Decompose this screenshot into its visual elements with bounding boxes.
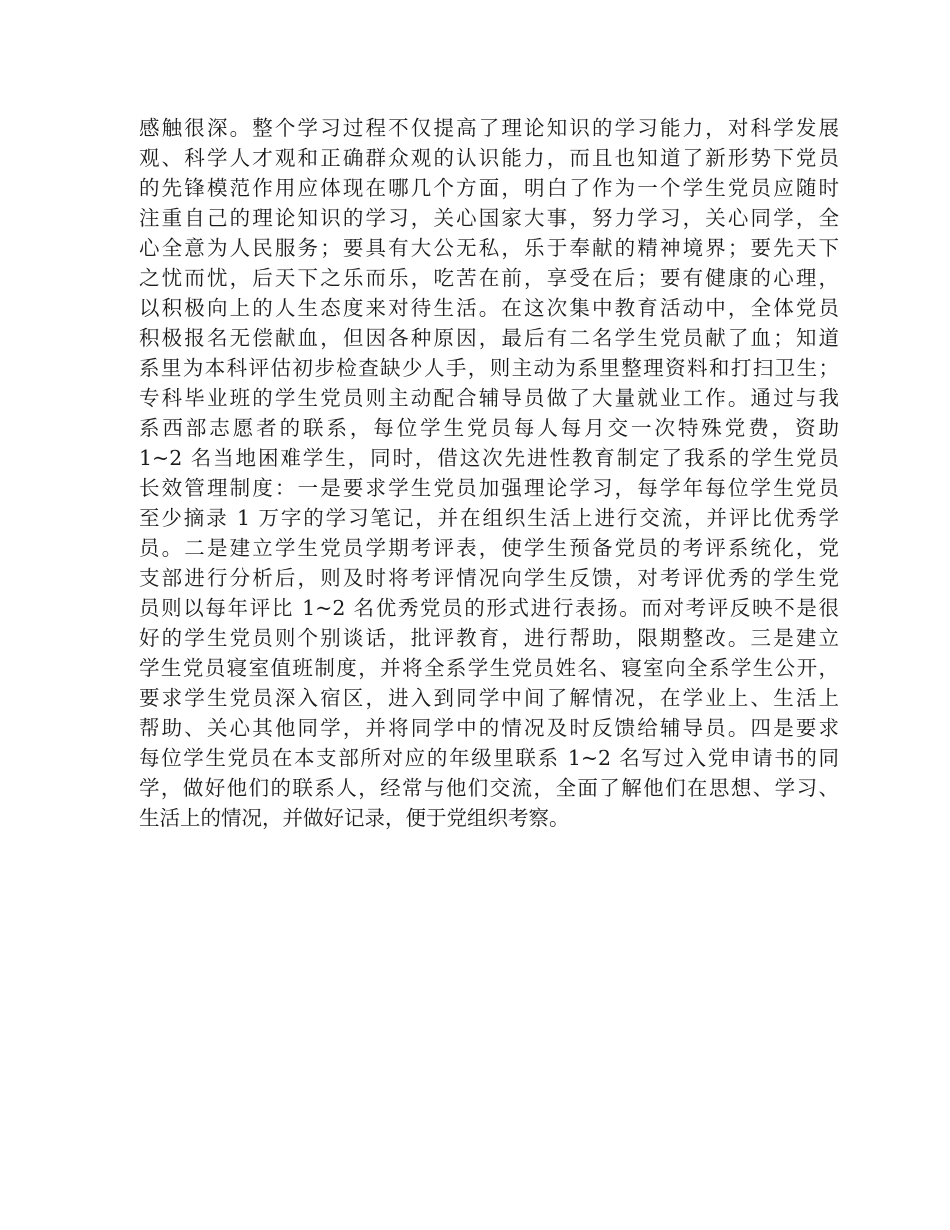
paragraph-line: 专科毕业班的学生党员则主动配合辅导员做了大量就业工作。通过与我	[139, 386, 839, 410]
paragraph-line: 的先锋模范作用应体现在哪几个方面，明白了作为一个学生党员应随时	[139, 176, 839, 200]
paragraph-last-line: 生活上的情况，并做好记录，便于党组织考察。	[139, 806, 570, 830]
paragraph-line: 以积极向上的人生态度来对待生活。在这次集中教育活动中，全体党员	[139, 296, 839, 320]
paragraph-line: 心全意为人民服务；要具有大公无私，乐于奉献的精神境界；要先天下	[139, 236, 839, 260]
paragraph-line: 积极报名无偿献血，但因各种原因，最后有二名学生党员献了血；知道	[139, 326, 839, 350]
paragraph-line: 系西部志愿者的联系，每位学生党员每人每月交一次特殊党费，资助	[139, 416, 839, 440]
paragraph-line: 每位学生党员在本支部所对应的年级里联系 1~2 名写过入党申请书的同	[139, 746, 839, 770]
paragraph-line: 之忧而忧，后天下之乐而乐，吃苦在前，享受在后；要有健康的心理，	[139, 266, 839, 290]
paragraph-line: 帮助、关心其他同学，并将同学中的情况及时反馈给辅导员。四是要求	[139, 716, 839, 740]
paragraph-line: 支部进行分析后，则及时将考评情况向学生反馈，对考评优秀的学生党	[139, 566, 839, 590]
paragraph-line: 观、科学人才观和正确群众观的认识能力，而且也知道了新形势下党员	[139, 146, 839, 170]
paragraph-line: 员则以每年评比 1~2 名优秀党员的形式进行表扬。而对考评反映不是很	[139, 596, 839, 620]
body-paragraph	[139, 113, 839, 833]
paragraph-line: 学生党员寝室值班制度，并将全系学生党员姓名、寝室向全系学生公开，	[139, 656, 839, 680]
paragraph-line: 至少摘录 1 万字的学习笔记，并在组织生活上进行交流，并评比优秀学	[139, 506, 839, 530]
paragraph-line: 要求学生党员深入宿区，进入到同学中间了解情况，在学业上、生活上	[139, 686, 839, 710]
paragraph-line: 1~2 名当地困难学生，同时，借这次先进性教育制定了我系的学生党员	[139, 446, 839, 470]
paragraph-line: 系里为本科评估初步检查缺少人手，则主动为系里整理资料和打扫卫生；	[139, 356, 839, 380]
paragraph-line: 员。二是建立学生党员学期考评表，使学生预备党员的考评系统化，党	[139, 536, 839, 560]
paragraph-line: 感触很深。整个学习过程不仅提高了理论知识的学习能力，对科学发展	[139, 116, 839, 140]
paragraph-line: 注重自己的理论知识的学习，关心国家大事，努力学习，关心同学，全	[139, 206, 839, 230]
paragraph-line: 学，做好他们的联系人，经常与他们交流，全面了解他们在思想、学习、	[139, 776, 839, 800]
paragraph-line: 长效管理制度：一是要求学生党员加强理论学习，每学年每位学生党员	[139, 476, 839, 500]
paragraph-line: 好的学生党员则个别谈话，批评教育，进行帮助，限期整改。三是建立	[139, 626, 839, 650]
